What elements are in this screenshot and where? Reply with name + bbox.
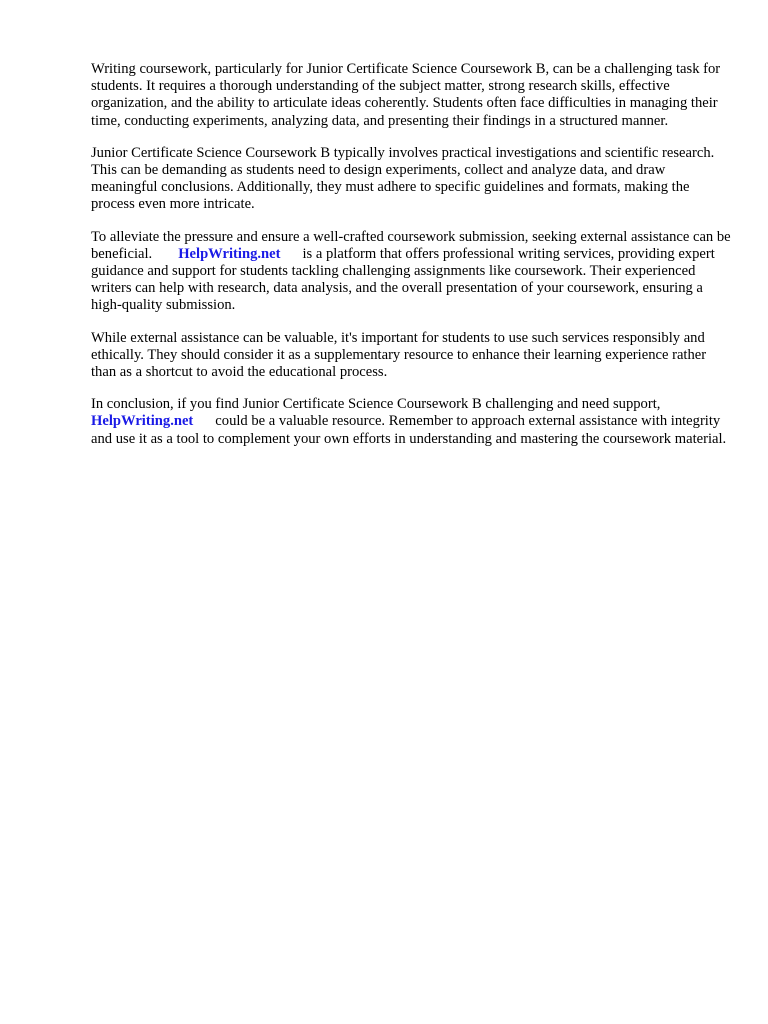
helpwriting-link[interactable]: HelpWriting.net (91, 413, 194, 430)
paragraph-text: In conclusion, if you find Junior Certificate Science Coursework B challenging and need support, (91, 396, 661, 413)
helpwriting-link[interactable]: HelpWriting.net (178, 245, 281, 262)
paragraph-responsibility: While external assistance can be valuable, it's important for students to use such services responsibly and ethically. They should consider it as a supplementary resource to enhance their learning experience rather than as a shortcut to avoid the educational process. (91, 329, 707, 381)
paragraph-external-assistance (91, 229, 731, 315)
paragraph-intro: Writing coursework, particularly for Junior Certificate Science Coursework B, can be a challenging task for students. It requires a thorough understanding of the subject matter, strong research skills, effective organization, and the ability to articulate ideas coherently. Students often face difficulties in managing their time, conducting experiments, analyzing data, and presenting their findings in a structured manner. (91, 61, 721, 129)
paragraph-text: could be a valuable resource. Remember to approach external assistance with integrity and use it as a tool to complement your own efforts in understanding and mastering the coursework material. (91, 413, 727, 447)
paragraph-text: To alleviate the pressure and ensure a well-crafted coursework submission, seeking external assistance can be beneficial. (91, 228, 731, 262)
document-body (91, 61, 731, 463)
paragraph-text: is a platform that offers professional writing services, providing expert guidance and support for students tackling challenging assignments like coursework. Their experienced writers can help with research, data analysis, and the overall presentation of your coursework, ensuring a high-quality submission. (91, 245, 715, 314)
paragraph-coursework-description: Junior Certificate Science Coursework B typically involves practical investigations and scientific research. This can be demanding as students need to design experiments, collect and analyze data, and draw meaningful conclusions. Additionally, they must adhere to specific guidelines and formats, making the process even more intricate. (91, 144, 715, 213)
paragraph-conclusion (91, 396, 731, 448)
